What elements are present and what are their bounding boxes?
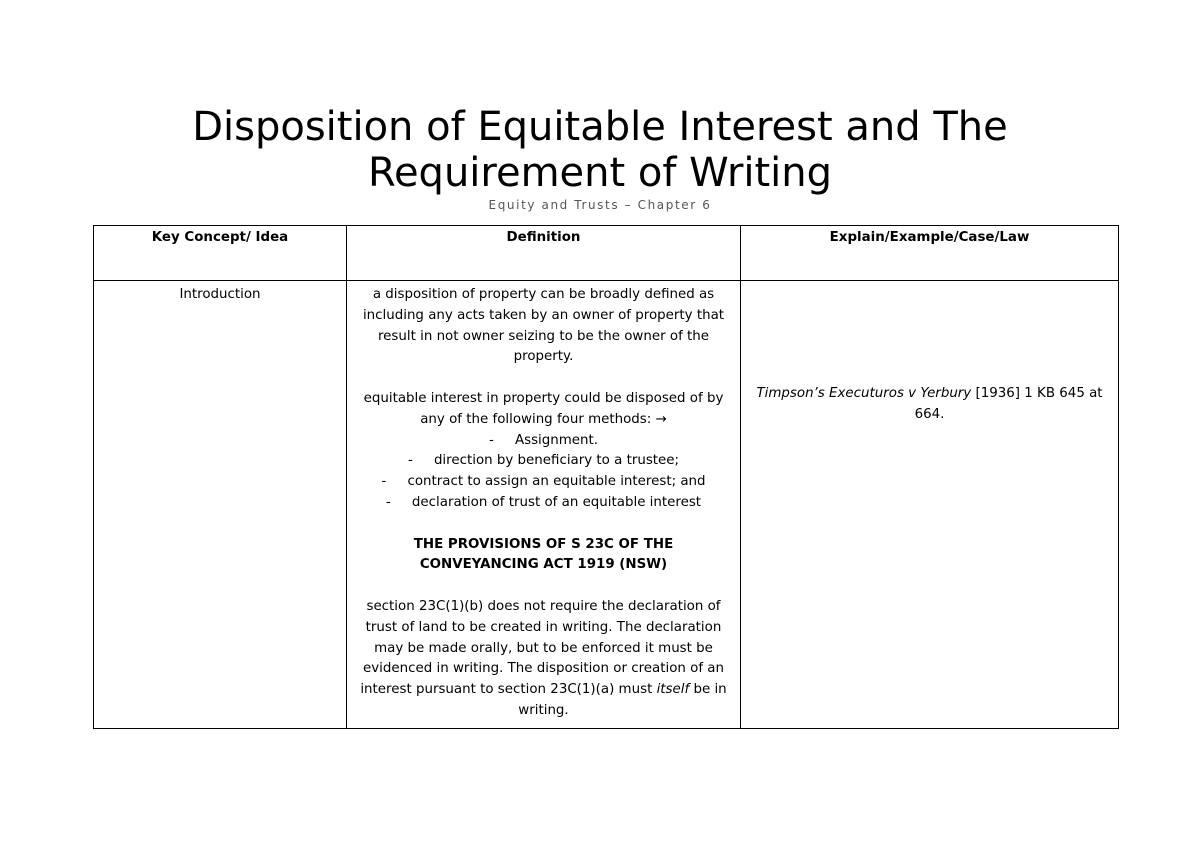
header-explain: Explain/Example/Case/Law [741, 226, 1119, 281]
case-reference [753, 384, 1106, 426]
header-definition: Definition [347, 226, 741, 281]
cell-concept [94, 281, 347, 729]
list-item: - declaration of trust of an equitable interest [359, 493, 728, 514]
bullet-marker: - [385, 494, 391, 510]
bullet-marker: - [488, 432, 494, 448]
methods-list [359, 431, 728, 514]
document-title [0, 104, 1200, 196]
title-line-2: Requirement of Writing [367, 150, 833, 196]
bullet-marker: - [407, 453, 413, 469]
section-heading: THE PROVISIONS OF S 23C OF THE CONVEYANCING ACT 1919 (NSW) [413, 536, 674, 573]
notes-table [93, 225, 1119, 729]
cell-definition [347, 281, 741, 729]
document-subtitle: Equity and Trusts – Chapter 6 [488, 198, 712, 212]
list-item: - contract to assign an equitable interest; and [359, 472, 728, 493]
case-name: Timpson’s Executuros v Yerbury [756, 386, 972, 401]
concept-label: Introduction [179, 287, 261, 302]
case-citation: [1936] 1 KB 645 at 664. [914, 386, 1103, 422]
bullet-marker: - [381, 474, 387, 490]
cell-explain [741, 281, 1119, 729]
definition-paragraph-1: a disposition of property can be broadly defined as including any acts taken by an owner of property that result in not owner seizing to be the owner of the property. [362, 287, 725, 365]
header-key-concept: Key Concept/ Idea [94, 226, 347, 281]
title-line-1: Disposition of Equitable Interest and The [192, 104, 1008, 150]
table-row [94, 281, 1119, 729]
list-item: - direction by beneficiary to a trustee; [359, 451, 728, 472]
definition-paragraph-3: section 23C(1)(b) does not require the declaration of trust of land to be created in writing. The declaration may be made orally, but to be enforced it must be evidenced in writing. The disposition or creation of an interest pursuant to section 23C(1)(a) must itself be in writing. [360, 598, 727, 718]
list-item: - Assignment. [359, 431, 728, 452]
table-header-row [94, 226, 1119, 281]
definition-paragraph-2: equitable interest in property could be disposed of by any of the following four methods: → [363, 390, 724, 427]
emphasis-itself: itself [656, 682, 690, 698]
